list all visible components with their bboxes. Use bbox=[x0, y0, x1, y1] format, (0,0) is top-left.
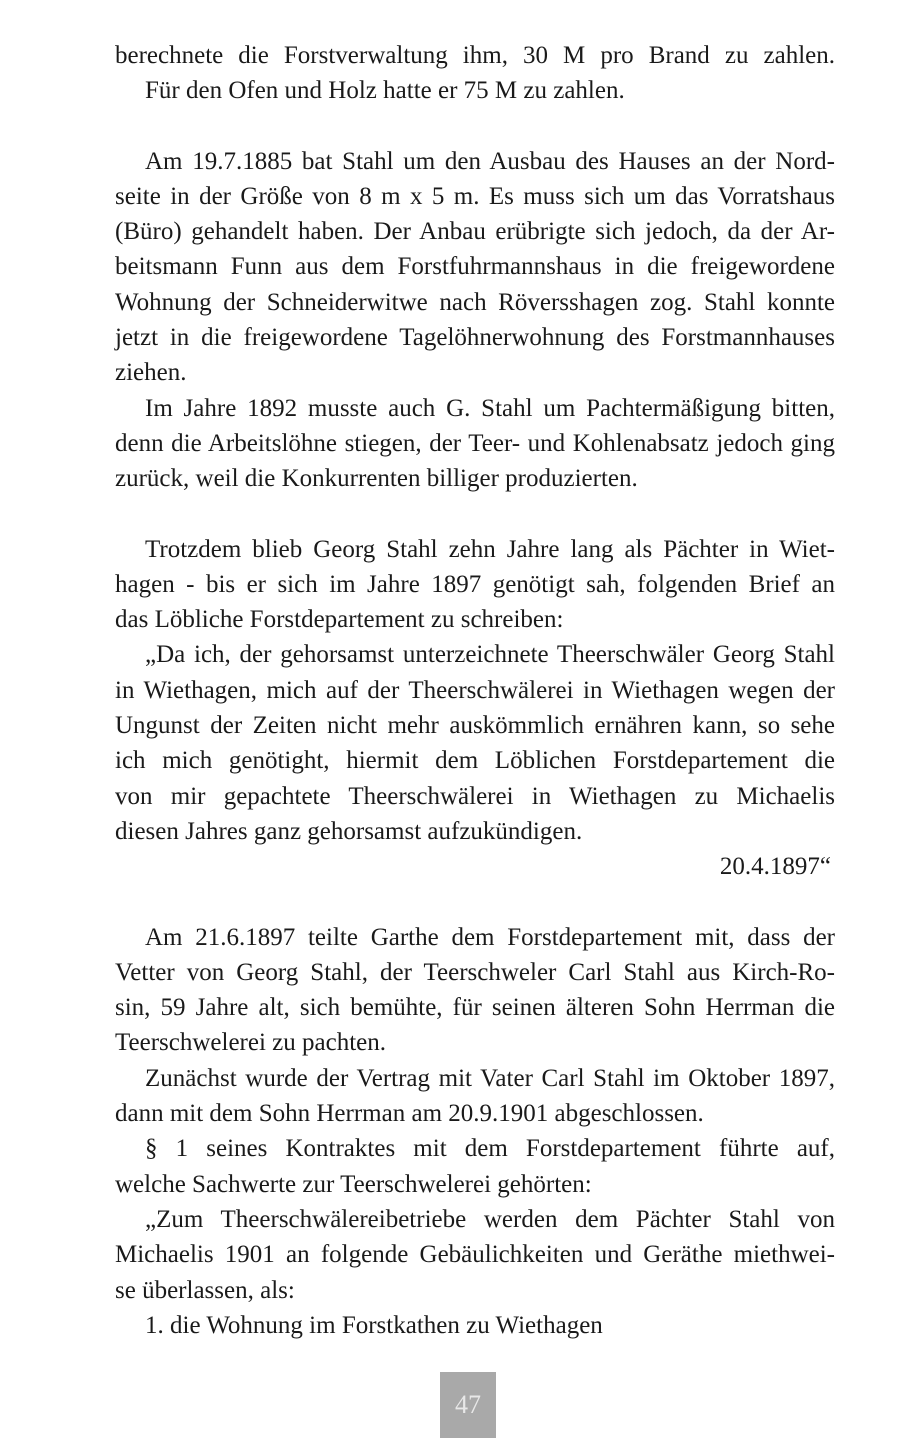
text-line: Im Jahre 1892 musste auch G. Stahl um Pachtermäßigung bitten, bbox=[145, 394, 835, 422]
page-number: 47 bbox=[455, 1390, 481, 1419]
text-line: ich mich genötight, hiermit dem Löblichen Forstdepartement die bbox=[115, 747, 835, 775]
text-line: Am 21.6.1897 teilte Garthe dem Forstdepartement mit, dass der bbox=[145, 923, 835, 951]
text-line: hagen - bis er sich im Jahre 1897 genötigt sah, folgenden Brief an bbox=[115, 570, 835, 598]
text-line: Ungunst der Zeiten nicht mehr auskömmlich ernähren kann, so sehe bbox=[115, 712, 835, 740]
text-line: diesen Jahres ganz gehorsamst aufzukündigen. bbox=[115, 817, 583, 845]
text-line: Michaelis 1901 an folgende Gebäulichkeiten und Geräthe miethwei- bbox=[115, 1241, 835, 1269]
paragraph-3 bbox=[115, 391, 835, 497]
text-line: (Büro) gehandelt haben. Der Anbau erübrigte sich jedoch, da der Ar- bbox=[115, 218, 835, 246]
text-line: Für den Ofen und Holz hatte er 75 M zu zahlen. bbox=[145, 77, 625, 105]
paragraph-5 bbox=[115, 920, 835, 1061]
text-line: „Zum Theerschwälereibetriebe werden dem Pächter Stahl von bbox=[145, 1205, 835, 1233]
paragraph-4 bbox=[115, 532, 835, 638]
paragraph-gap bbox=[115, 885, 835, 920]
text-line: se überlassen, als: bbox=[115, 1276, 295, 1304]
text-line: Trotzdem blieb Georg Stahl zehn Jahre lang als Pächter in Wiet- bbox=[145, 535, 835, 563]
text-line: in Wiethagen, mich auf der Theerschwälerei in Wiethagen wegen der bbox=[115, 676, 835, 704]
text-line: welche Sachwerte zur Teerschwelerei gehörten: bbox=[115, 1170, 592, 1198]
text-line: Wohnung der Schneiderwitwe nach Röversshagen zog. Stahl konnte bbox=[115, 288, 835, 316]
text-line: 1. die Wohnung im Forstkathen zu Wiethagen bbox=[145, 1311, 603, 1339]
text-line: dann mit dem Sohn Herrman am 20.9.1901 abgeschlossen. bbox=[115, 1100, 704, 1128]
text-line: Zunächst wurde der Vertrag mit Vater Carl Stahl im Oktober 1897, bbox=[145, 1064, 835, 1092]
page-body bbox=[115, 38, 835, 1343]
text-line: zurück, weil die Konkurrenten billiger produzierten. bbox=[115, 465, 638, 493]
text-line: jetzt in die freigewordene Tagelöhnerwohnung des Forstmannhauses bbox=[115, 324, 835, 352]
text-line: beitsmann Funn aus dem Forstfuhrmannshaus in die freigewordene bbox=[115, 253, 835, 281]
text-line: ziehen. bbox=[115, 359, 187, 387]
paragraph-gap bbox=[115, 497, 835, 532]
text-line: berechnete die Forstverwaltung ihm, 30 M pro Brand zu zahlen. bbox=[115, 42, 835, 69]
page-number-badge bbox=[440, 1372, 496, 1438]
contract-quote bbox=[115, 1202, 835, 1308]
text-line: „Da ich, der gehorsamst unterzeichnete Theerschwäler Georg Stahl bbox=[145, 641, 835, 669]
text-line: Teerschwelerei zu pachten. bbox=[115, 1029, 387, 1057]
letter-date: 20.4.1897“ bbox=[719, 853, 831, 881]
paragraph-7 bbox=[115, 1131, 835, 1202]
text-line: denn die Arbeitslöhne stiegen, der Teer- und Kohlenabsatz jedoch ging bbox=[115, 429, 835, 457]
letter-quote bbox=[115, 637, 835, 849]
paragraph-2 bbox=[115, 144, 835, 391]
paragraph-1 bbox=[115, 38, 835, 109]
text-line: von mir gepachtete Theerschwälerei in Wiethagen zu Michaelis bbox=[115, 782, 835, 810]
paragraph-gap bbox=[115, 109, 835, 144]
text-line: das Löbliche Forstdepartement zu schreiben: bbox=[115, 606, 564, 634]
text-line: Vetter von Georg Stahl, der Teerschweler Carl Stahl aus Kirch-Ro- bbox=[115, 958, 835, 986]
text-line: § 1 seines Kontraktes mit dem Forstdepartement führte auf, bbox=[145, 1135, 835, 1163]
paragraph-6 bbox=[115, 1061, 835, 1132]
text-line: seite in der Größe von 8 m x 5 m. Es muss sich um das Vorratshaus bbox=[115, 182, 835, 210]
text-line: Am 19.7.1885 bat Stahl um den Ausbau des Hauses an der Nord- bbox=[145, 147, 835, 175]
text-line: sin, 59 Jahre alt, sich bemühte, für seinen älteren Sohn Herrman die bbox=[115, 994, 835, 1022]
list-item bbox=[115, 1308, 835, 1343]
